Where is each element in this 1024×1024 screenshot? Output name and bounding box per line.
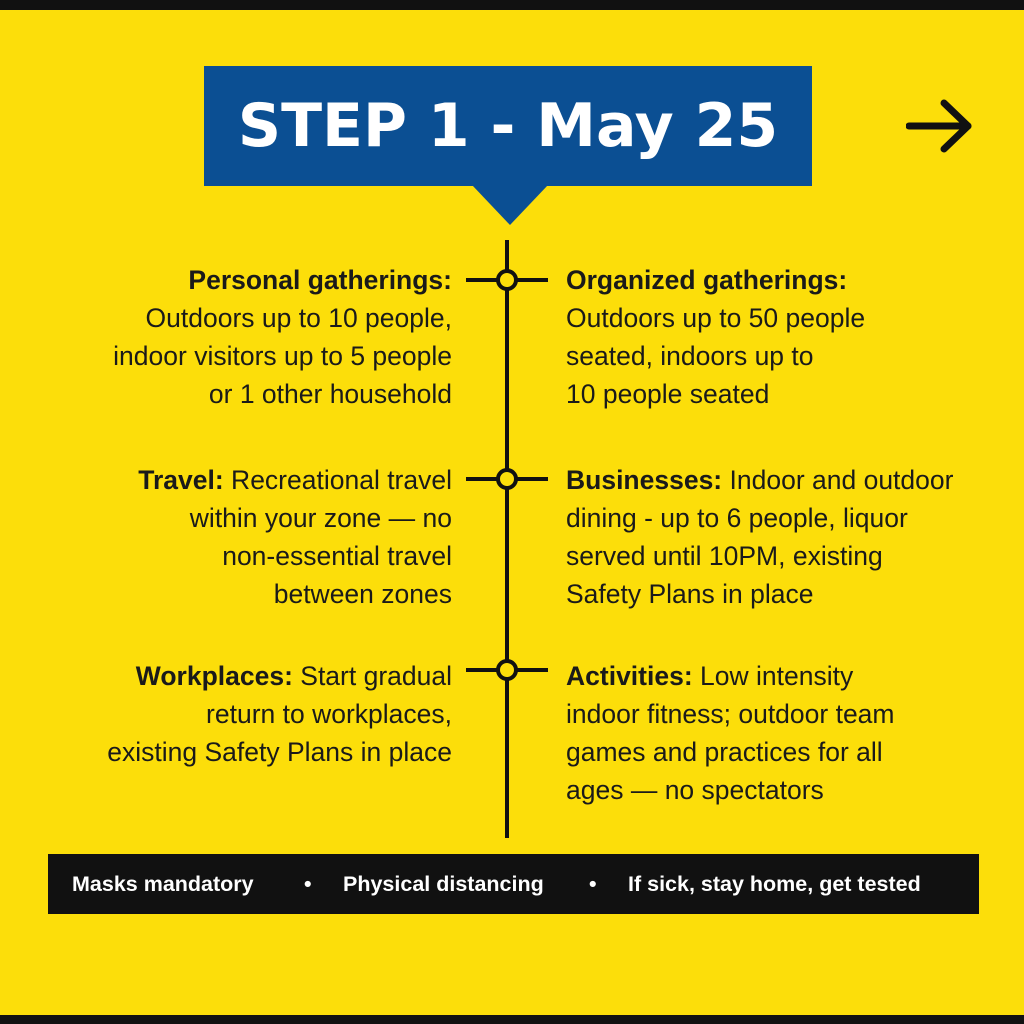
item-line: seated, indoors up to — [566, 341, 814, 371]
item-heading: Workplaces: — [135, 661, 293, 691]
title-pointer — [472, 185, 548, 225]
item-line: served until 10PM, existing — [566, 541, 883, 571]
item-line: ages — no spectators — [566, 775, 824, 805]
item-line: dining - up to 6 people, liquor — [566, 503, 908, 533]
organized-gatherings-item — [566, 261, 865, 413]
item-heading: Businesses: — [566, 465, 723, 495]
timeline-node — [466, 268, 548, 292]
item-line: 10 people seated — [566, 379, 770, 409]
footer-bar — [48, 854, 979, 914]
item-heading: Travel: — [138, 465, 224, 495]
item-line: Outdoors up to 50 people — [566, 303, 866, 333]
workplaces-item — [107, 657, 452, 771]
item-line: indoor fitness; outdoor team — [566, 699, 895, 729]
item-line: return to workplaces, — [206, 699, 452, 729]
item-line: existing Safety Plans in place — [107, 737, 452, 767]
item-line: Start gradual — [292, 661, 452, 691]
travel-item — [138, 461, 452, 613]
top-border — [0, 0, 1024, 10]
bottom-border — [0, 1015, 1024, 1024]
businesses-item — [566, 461, 953, 613]
item-line: indoor visitors up to 5 people — [113, 341, 452, 371]
personal-gatherings-item — [113, 261, 452, 413]
item-line: Recreational travel — [223, 465, 452, 495]
item-line: within your zone — no — [189, 503, 452, 533]
title-banner — [204, 66, 812, 186]
footer-item-distancing: Physical distancing — [343, 871, 544, 896]
item-line: non-essential travel — [222, 541, 452, 571]
footer-item-sick: If sick, stay home, get tested — [628, 871, 921, 896]
item-line: or 1 other household — [208, 379, 452, 409]
activities-item — [566, 657, 895, 809]
timeline-line — [505, 240, 509, 838]
item-line: games and practices for all — [566, 737, 883, 767]
timeline-node — [466, 658, 548, 682]
item-heading: Activities: — [566, 661, 693, 691]
item-heading: Organized gatherings: — [566, 265, 848, 295]
page-title: STEP 1 - May 25 — [237, 91, 779, 161]
item-line: Safety Plans in place — [566, 579, 814, 609]
footer-item-masks: Masks mandatory — [72, 871, 254, 896]
item-line: between zones — [273, 579, 452, 609]
footer-separator: • — [589, 871, 597, 896]
item-line: Low intensity — [692, 661, 854, 691]
item-line: Outdoors up to 10 people, — [145, 303, 452, 333]
item-line: Indoor and outdoor — [722, 465, 954, 495]
item-heading: Personal gatherings: — [188, 265, 452, 295]
footer-separator: • — [304, 871, 312, 896]
arrow-right-icon[interactable] — [906, 98, 976, 154]
timeline-node — [466, 467, 548, 491]
